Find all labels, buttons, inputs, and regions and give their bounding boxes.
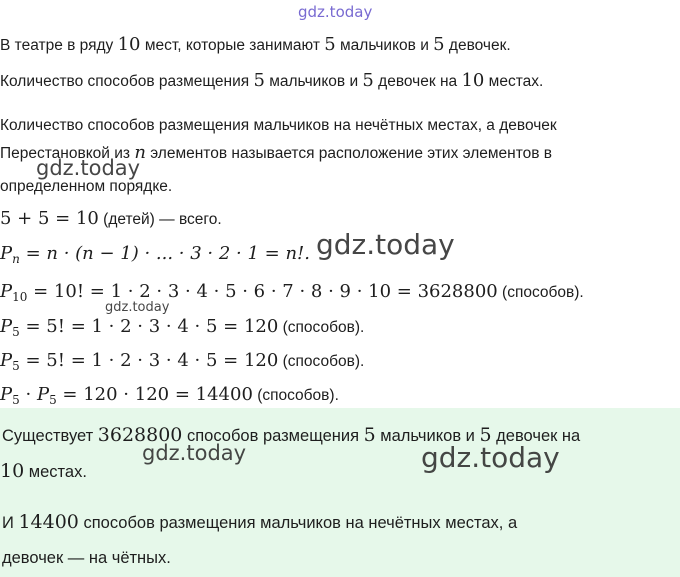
equation-permutation: $P_n = n \cdot (n - 1)$ · ... · 3 · 2 · 1 = n!. xyxy=(0,243,311,266)
problem-statement: В театре в ряду 10 мест, которые занимают 5 мальчиков и 5 девочек. xyxy=(0,34,511,55)
watermark: gdz.today xyxy=(36,156,141,180)
definition-cont: определенном порядке. xyxy=(0,178,173,195)
definition: Перестановкой из n элементов называется расположение этих элементов в xyxy=(0,142,553,163)
watermark: gdz.today xyxy=(421,441,560,474)
equation-total: 5 + 5 = 10 (детей) — всего. xyxy=(0,208,222,229)
watermark: gdz.today xyxy=(316,228,455,261)
answer-2: И 14400 способов размещения мальчиков на нечётных местах, а xyxy=(2,511,518,533)
equation-p5-a: $P_5 = 5$! = 1 · 2 · 3 · 4 · 5 = 120 (способов). xyxy=(0,316,365,339)
watermark: gdz.today xyxy=(298,3,373,21)
answer-2-cont: девочек — на чётных. xyxy=(2,549,171,567)
watermark: gdz.today xyxy=(142,441,247,465)
question-1: Количество способов размещения 5 мальчиков и 5 девочек на 10 местах. xyxy=(0,70,544,91)
answer-box xyxy=(0,408,680,577)
answer-1: Существует 3628800 способов размещения 5 мальчиков и 5 девочек на xyxy=(2,424,581,446)
equation-p5-b: $P_5 = 5$! = 1 · 2 · 3 · 4 · 5 = 120 (способов). xyxy=(0,350,365,373)
watermark: gdz.today xyxy=(105,300,170,315)
question-2: Количество способов размещения мальчиков на нечётных местах, а девочек xyxy=(0,117,557,134)
equation-product: $P_5 \cdot P_5 = 120 \cdot 120 = 14400$ (способов). xyxy=(0,384,339,407)
answer-1-cont: 10 местах. xyxy=(0,460,87,482)
equation-p10: $P_{10} = 10$! = 1 · 2 · 3 · 4 · 5 · 6 · 7 · 8 · 9 · 10 = 3628800 (способов). xyxy=(0,281,584,304)
